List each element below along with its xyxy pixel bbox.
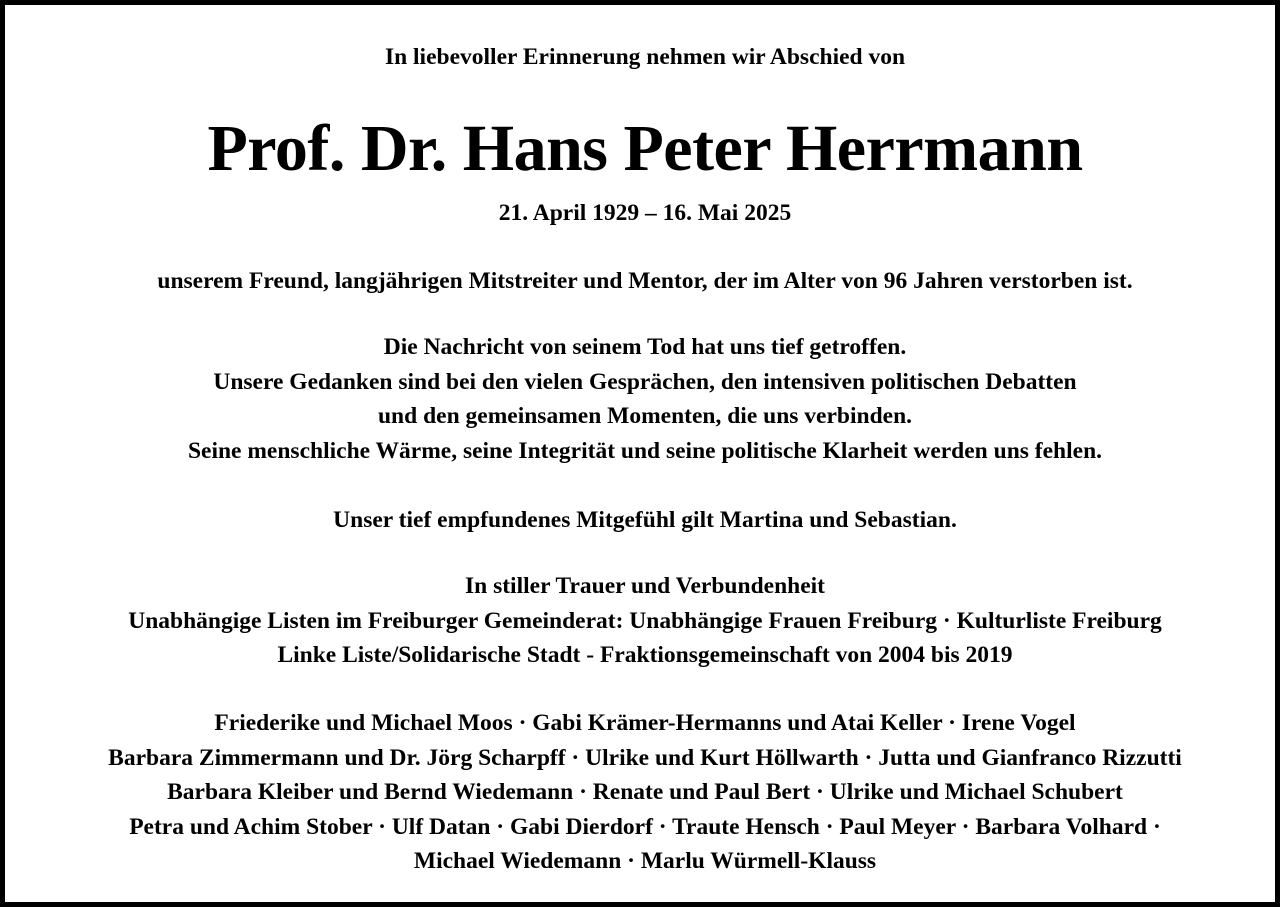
mourner-names-block (10, 706, 1280, 879)
message-line: Seine menschliche Wärme, seine Integrität und seine politische Klarheit werden uns fehlen. (187, 437, 1103, 464)
mourners-header-line: Unabhängige Listen im Freiburger Gemeinderat: Unabhängige Frauen Freiburg · Kulturliste Freiburg (128, 607, 1162, 634)
mourners-header-line: In stiller Trauer und Verbundenheit (465, 573, 825, 599)
mourner-names-line: Petra und Achim Stober · Ulf Datan · Gabi Dierdorf · Traute Hensch · Paul Meyer · Barbara Volhard · (129, 813, 1161, 840)
mourner-names-line: Friederike und Michael Moos · Gabi Krämer-Hermanns und Atai Keller · Irene Vogel (214, 710, 1076, 736)
mourners-header-block (10, 569, 1280, 673)
message-line: Die Nachricht von seinem Tod hat uns tief getroffen. (383, 334, 907, 360)
intro-text: In liebevoller Erinnerung nehmen wir Abschied von (384, 44, 906, 70)
deceased-name: Prof. Dr. Hans Peter Herrmann (207, 112, 1083, 185)
mourner-names-line: Barbara Kleiber und Bernd Wiedemann · Renate und Paul Bert · Ulrike und Michael Schubert (167, 779, 1123, 805)
message-line: und den gemeinsamen Momenten, die uns verbinden. (377, 403, 913, 429)
life-dates: 21. April 1929 – 16. Mai 2025 (498, 200, 792, 226)
message-line: Unsere Gedanken sind bei den vielen Gesprächen, den intensiven politischen Debatten (213, 368, 1077, 395)
mourner-names-line: Barbara Zimmermann und Dr. Jörg Scharpff · Ulrike und Kurt Höllwarth · Jutta und Gianfranco Rizzutti (108, 744, 1182, 771)
description-text: unserem Freund, langjährigen Mitstreiter und Mentor, der im Alter von 96 Jahren verstorben ist. (157, 268, 1133, 294)
mourner-names-line: Michael Wiedemann · Marlu Würmell-Klauss (413, 848, 877, 874)
message-block (10, 330, 1280, 468)
mourners-header-line: Linke Liste/Solidarische Stadt - Fraktionsgemeinschaft von 2004 bis 2019 (277, 642, 1013, 668)
sympathy-text: Unser tief empfundenes Mitgefühl gilt Martina und Sebastian. (333, 507, 957, 533)
